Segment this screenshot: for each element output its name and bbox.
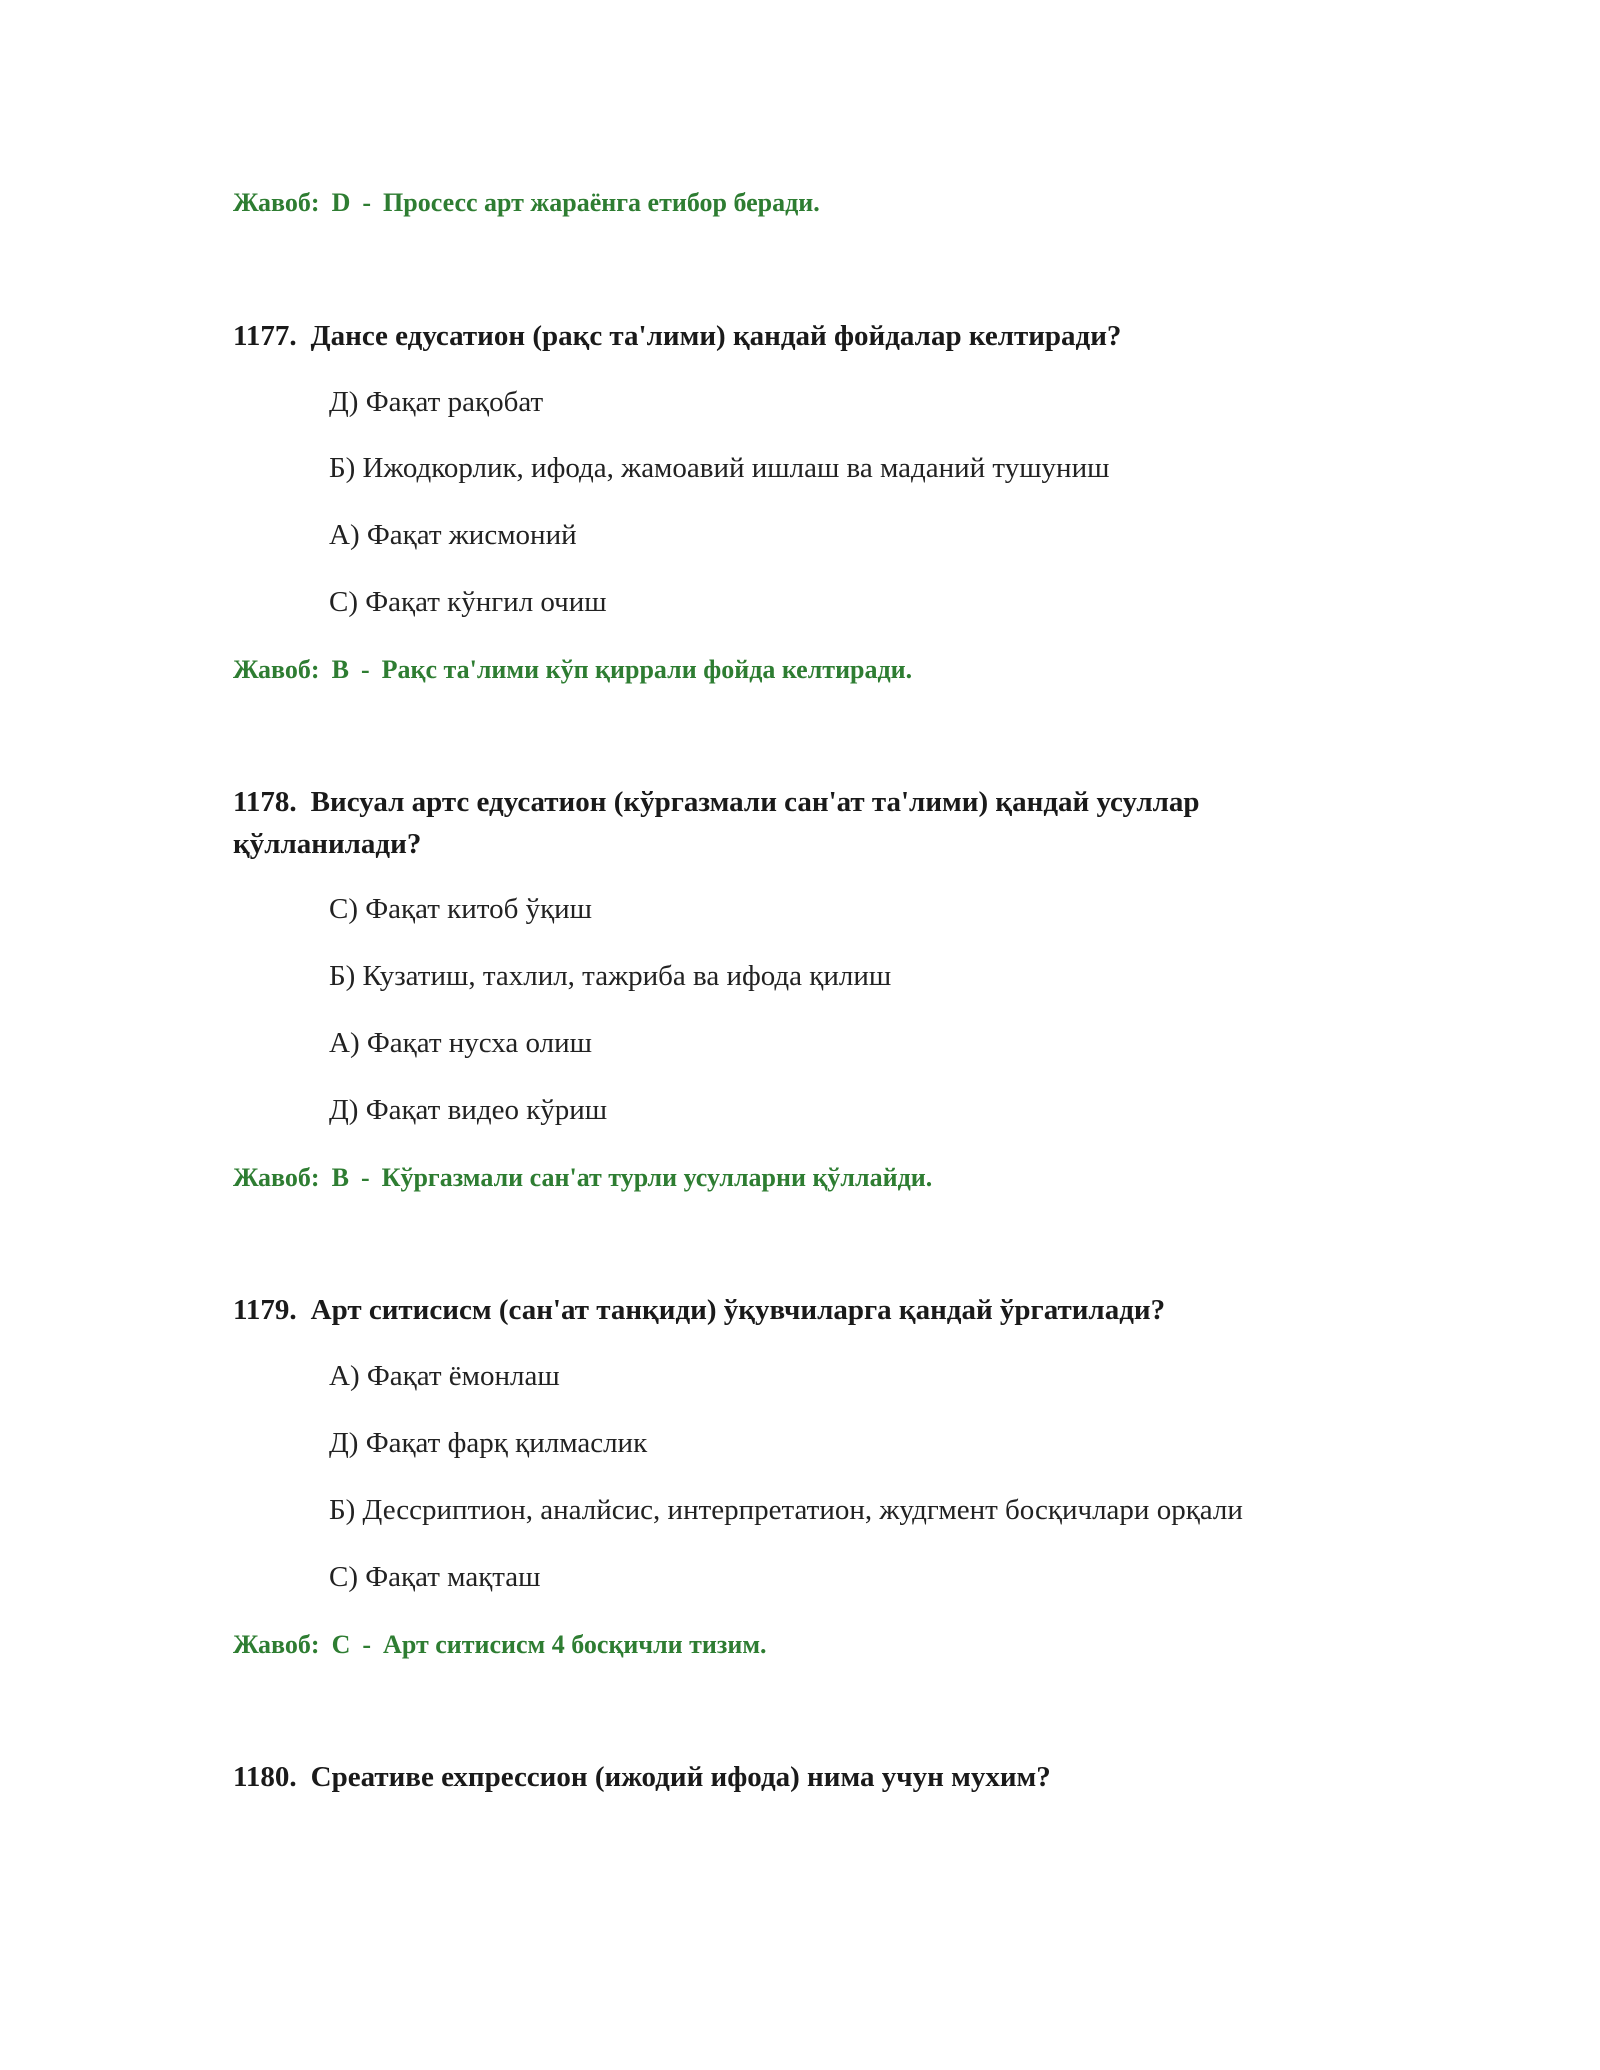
answer-text: Рақс та'лими кўп қиррали фойда келтиради.: [381, 655, 913, 684]
question-text: Дансе едусатион (рақс та'лими) қандай фойдалар келтиради?: [310, 320, 1122, 352]
option-item: С) Фақат мақташ: [329, 1561, 541, 1593]
question-number: 1178.: [233, 786, 297, 818]
answer-letter: D: [331, 188, 351, 217]
answer-text: Кўргазмали сан'ат турли усулларни қўллайди.: [381, 1163, 933, 1192]
option-item: Д) Фақат видео кўриш: [329, 1094, 608, 1126]
answer-prefix: Жавоб:: [233, 188, 320, 217]
answer-dash: -: [362, 1630, 372, 1659]
option-item: Д) Фақат рақобат: [329, 386, 544, 418]
option-item: Б) Ижодкорлик, ифода, жамоавий ишлаш ва маданий тушуниш: [329, 452, 1110, 484]
answer-dash: -: [362, 188, 372, 217]
answer-line: [233, 188, 820, 218]
question-1179: [233, 1289, 1353, 1331]
answer-line: [233, 1163, 932, 1193]
option-item: Б) Дессриптион, аналйсис, интерпретатион, жудгмент босқичлари орқали: [329, 1494, 1243, 1526]
option-item: А) Фақат жисмоний: [329, 519, 577, 551]
answer-prefix: Жавоб:: [233, 1630, 320, 1659]
answer-dash: -: [360, 1163, 370, 1192]
question-text: Арт ситисисм (сан'ат танқиди) ўқувчиларга қандай ўргатилади?: [310, 1294, 1166, 1326]
option-item: А) Фақат нусха олиш: [329, 1027, 592, 1059]
question-text: Висуал артс едусатион (кўргазмали сан'ат та'лими) қандай усуллар қўлланилади?: [233, 786, 1200, 860]
answer-letter: B: [331, 1163, 349, 1192]
option-item: С) Фақат китоб ўқиш: [329, 893, 593, 925]
answer-prefix: Жавоб:: [233, 1163, 320, 1192]
answer-text: Арт ситисисм 4 босқичли тизим.: [383, 1630, 767, 1659]
answer-line: [233, 1630, 767, 1660]
question-number: 1180.: [233, 1761, 297, 1793]
answer-prefix: Жавоб:: [233, 655, 320, 684]
option-item: А) Фақат ёмонлаш: [329, 1360, 560, 1392]
question-text: Среативе ехпрессион (ижодий ифода) нима учун мухим?: [310, 1761, 1051, 1793]
question-1178: [233, 781, 1353, 865]
option-item: Д) Фақат фарқ қилмаслик: [329, 1427, 648, 1459]
answer-dash: -: [360, 655, 370, 684]
question-number: 1179.: [233, 1294, 297, 1326]
question-1177: [233, 315, 1353, 357]
answer-letter: C: [331, 1630, 351, 1659]
answer-letter: B: [331, 655, 349, 684]
answer-text: Просесс арт жараёнга етибор беради.: [383, 188, 820, 217]
question-1180: [233, 1756, 1353, 1798]
option-item: С) Фақат кўнгил очиш: [329, 586, 607, 618]
option-item: Б) Кузатиш, тахлил, тажриба ва ифода қилиш: [329, 960, 892, 992]
question-number: 1177.: [233, 320, 297, 352]
answer-line: [233, 655, 912, 685]
